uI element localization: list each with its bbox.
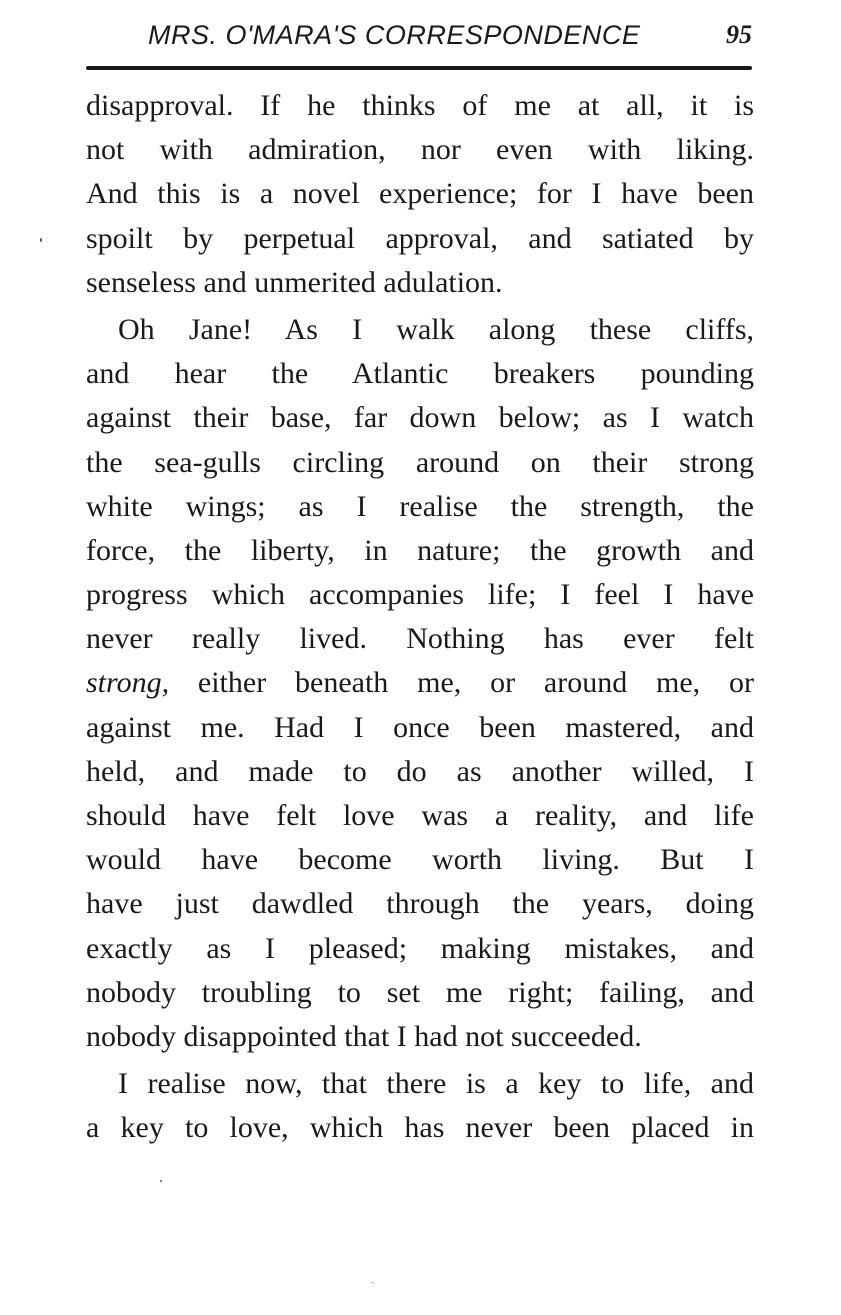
scan-speck (40, 238, 42, 242)
text-line: disapproval. If he thinks of me at all, it is (86, 89, 754, 122)
text-line: not with admiration, nor even with liking. (86, 133, 754, 167)
text-line: nobody troubling to set me right; failing, and (86, 975, 754, 1009)
paragraph-1 (86, 84, 754, 305)
text-line: would have become worth living. But I (86, 843, 754, 877)
text-line-with-emphasis (86, 661, 754, 705)
text-line: never really lived. Nothing has ever felt (86, 622, 754, 656)
text-line: the sea-gulls circling around on their strong (86, 445, 754, 479)
text-line: I realise now, that there is a key to life, and (118, 1067, 754, 1101)
emphasized-word: strong, (86, 666, 170, 700)
text-line: nobody disappointed that I had not succeeded. (86, 1019, 642, 1053)
text-line: against me. Had I once been mastered, and (86, 710, 754, 744)
text-line-rest: either beneath me, or around me, or (197, 666, 754, 700)
text-line: have just dawdled through the years, doing (86, 887, 754, 921)
scan-speck (372, 1282, 373, 1283)
text-line: a key to love, which has never been placed in (86, 1111, 754, 1145)
text-line: And this is a novel experience; for I have been (86, 177, 754, 211)
paragraph-2 (86, 308, 754, 1059)
text-line: force, the liberty, in nature; the growth and (86, 533, 754, 567)
text-line: progress which accompanies life; I feel I have (86, 578, 754, 612)
text-line: against their base, far down below; as I watch (86, 401, 754, 435)
text-body (86, 84, 754, 1151)
text-line: Oh Jane! As I walk along these cliffs, (118, 312, 754, 346)
text-line: held, and made to do as another willed, I (86, 754, 754, 788)
text-line: white wings; as I realise the strength, the (86, 489, 754, 523)
running-title: MRS. O'MARA'S CORRESPONDENCE (148, 20, 641, 50)
text-line: spoilt by perpetual approval, and satiated by (86, 221, 754, 255)
scan-speck (160, 1180, 162, 1182)
running-header (88, 18, 754, 58)
text-line: and hear the Atlantic breakers pounding (86, 357, 754, 391)
text-line: should have felt love was a reality, and life (86, 799, 754, 832)
text-line: exactly as I pleased; making mistakes, and (86, 931, 754, 965)
page-number: 95 (726, 20, 752, 49)
paragraph-3 (86, 1062, 754, 1150)
header-rule (86, 66, 752, 70)
text-line: senseless and unmerited adulation. (86, 265, 503, 299)
